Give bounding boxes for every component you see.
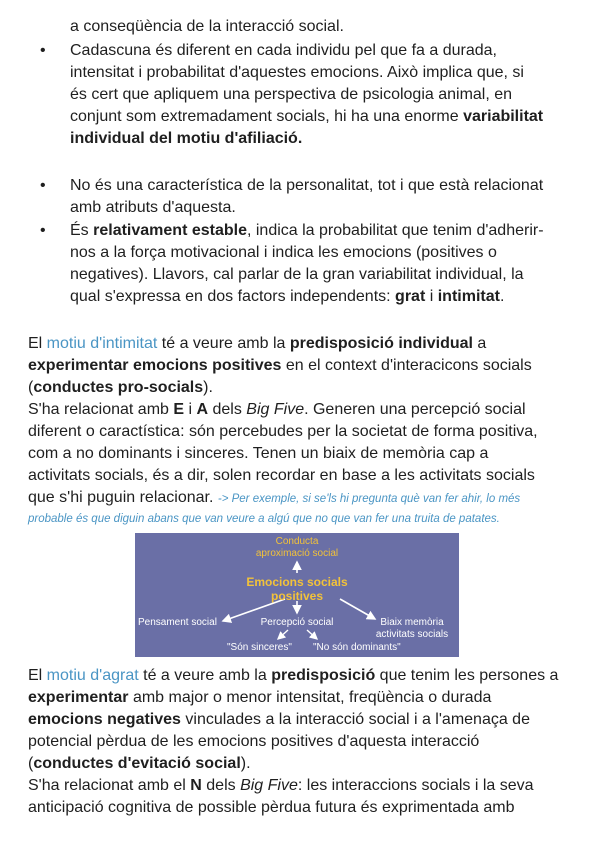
bullet-marker: • bbox=[40, 222, 46, 239]
text-line: (conductes d'evitació social). bbox=[28, 755, 251, 772]
text-line: a conseqüència de la interacció social. bbox=[70, 18, 344, 35]
text-line: com a no dominants i sinceres. Tenen un biaix de memòria cap a bbox=[28, 445, 489, 462]
text-line: experimentar amb major o menor intensitat, freqüència o durada bbox=[28, 689, 492, 706]
text-line: nos a la força motivacional i indica les emocions (positives o bbox=[70, 244, 497, 261]
text-line: negatives). Llavors, cal parlar de la gran variabilitat individual, la bbox=[70, 266, 524, 283]
bullet-marker: • bbox=[40, 42, 46, 59]
text-line: El motiu d'agrat té a veure amb la predisposició que tenim les persones a bbox=[28, 667, 559, 684]
text-line: No és una característica de la personalitat, tot i que està relacionat bbox=[70, 177, 544, 194]
diagram-sub-left-label: "Són sinceres" bbox=[227, 642, 292, 653]
text-line: experimentar emocions positives en el context d'interacicons socials bbox=[28, 357, 532, 374]
text-line: individual del motiu d'afiliació. bbox=[70, 130, 303, 147]
emotions-diagram bbox=[135, 533, 459, 657]
text-line: amb atributs d'aquesta. bbox=[70, 199, 236, 216]
term-motiu-agrat: motiu d'agrat bbox=[46, 667, 139, 684]
text-line: conjunt som extremadament socials, hi ha una enorme variabilitat bbox=[70, 108, 544, 125]
text-line: diferent o caractística: són percebudes per la societat de forma positiva, bbox=[28, 423, 538, 440]
bullet-item-personality bbox=[70, 175, 570, 219]
text-line: intensitat i probabilitat d'aquestes emocions. Això implica que, si bbox=[70, 64, 524, 81]
diagram-sub-right-label: "No són dominants" bbox=[313, 642, 401, 653]
text-line: qual s'expressa en dos factors independents: grat i intimitat. bbox=[70, 288, 505, 305]
example-note: probable és que diguin abans que van veure a algú que no que van fer una truita de patates. bbox=[28, 513, 500, 525]
text-line: emocions negatives vinculades a la interacció social i a l'amenaça de bbox=[28, 711, 530, 728]
paragraph-intimitat bbox=[28, 333, 573, 528]
text-line: anticipació cognitiva de possible pèrdua futura és exprimentada amb bbox=[28, 799, 515, 816]
paragraph-agrat bbox=[28, 665, 573, 819]
text-line: és cert que apliquem una perspectiva de psicologia animal, en bbox=[70, 86, 513, 103]
example-note: -> Per exemple, si se'ls hi pregunta què van fer ahir, lo més bbox=[217, 493, 521, 505]
text-line: S'ha relacionat amb E i A dels Big Five. Generen una percepció social bbox=[28, 401, 526, 418]
diagram-top-label: Conducta aproximació social bbox=[255, 536, 339, 559]
text-line: potencial pèrdua de les emocions positives d'aquesta interacció bbox=[28, 733, 480, 750]
bullet-item-stable bbox=[70, 220, 570, 308]
arrow-sub-right bbox=[307, 630, 317, 639]
text-line: (conductes pro-socials). bbox=[28, 379, 213, 396]
text-line: activitats socials, és a dir, solen recordar en base a les activitats socials bbox=[28, 467, 535, 484]
arrow-sub-left bbox=[278, 630, 288, 639]
term-motiu-intimitat: motiu d'intimitat bbox=[46, 335, 158, 352]
text-line: S'ha relacionat amb el N dels Big Five: les interaccions socials i la seva bbox=[28, 777, 534, 794]
diagram-left-label: Pensament social bbox=[138, 617, 217, 628]
bullet-item-variability bbox=[70, 40, 570, 150]
diagram-middle-label: Percepció social bbox=[260, 617, 334, 628]
text-line: que s'hi puguin relacionar. -> Per exemple, si se'ls hi pregunta què van fer ahir, lo més bbox=[28, 489, 521, 506]
diagram-center-label: Emocions socials positives bbox=[246, 575, 348, 603]
text-line: És relativament estable, indica la probabilitat que tenim d'adherir- bbox=[70, 222, 544, 239]
text-line: Cadascuna és diferent en cada individu pel que fa a durada, bbox=[70, 42, 497, 59]
diagram-right-label: Biaix memòria activitats socials bbox=[375, 617, 449, 640]
bullet-marker: • bbox=[40, 177, 46, 194]
text-line: El motiu d'intimitat té a veure amb la predisposició individual a bbox=[28, 335, 487, 352]
